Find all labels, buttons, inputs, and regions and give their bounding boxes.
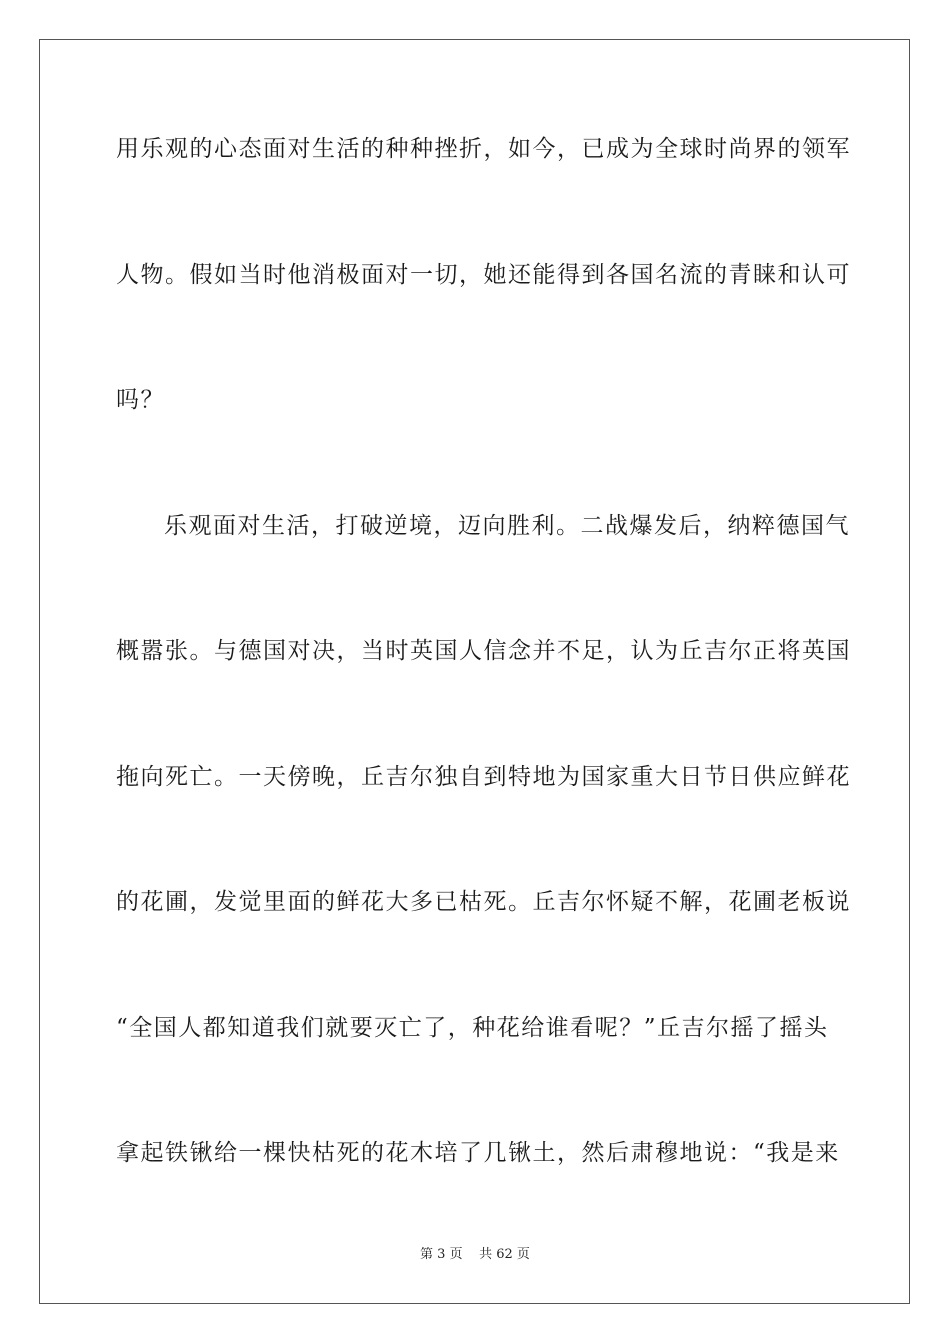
text-line-8: “全国人都知道我们就要灭亡了，种花给谁看呢？”丘吉尔摇了摇头: [116, 1015, 829, 1041]
text-line-9: 拿起铁锹给一棵快枯死的花木培了几锹土，然后肃穆地说：“我是来: [116, 1140, 840, 1166]
page-border: [39, 39, 910, 1304]
text-line-4-paragraph-start: 乐观面对生活，打破逆境，迈向胜利。二战爆发后，纳粹德国气: [164, 513, 850, 539]
text-line-3: 吗？: [116, 387, 165, 413]
text-line-7: 的花圃，发觉里面的鲜花大多已枯死。丘吉尔怀疑不解，花圃老板说: [116, 889, 851, 915]
page-number: 第 3 页: [420, 1247, 463, 1262]
text-line-6: 拖向死亡。一天傍晚，丘吉尔独自到特地为国家重大日节日供应鲜花: [116, 764, 851, 790]
text-line-2: 人物。假如当时他消极面对一切，她还能得到各国名流的青睐和认可: [116, 262, 851, 288]
page-footer: [0, 1246, 950, 1264]
text-line-1: 用乐观的心态面对生活的种种挫折，如今，已成为全球时尚界的领军: [116, 136, 851, 162]
text-line-5: 概嚣张。与德国对决，当时英国人信念并不足，认为丘吉尔正将英国: [116, 638, 851, 664]
page-total: 共 62 页: [479, 1247, 530, 1262]
